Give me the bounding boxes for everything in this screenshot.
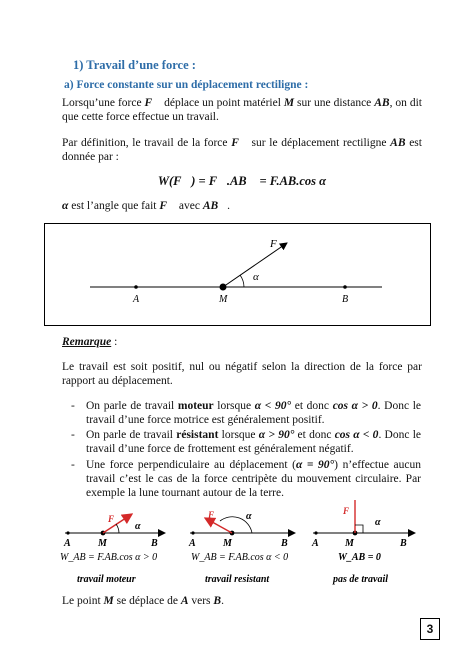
formula-pas-de-travail: W_AB = 0 xyxy=(338,552,381,563)
remarque-text: Le travail est soit positif, nul ou négatif selon la direction de la force par rapport au déplacement. xyxy=(62,361,422,387)
diagram-resistant xyxy=(188,510,295,585)
formula-resistant: W_AB = F.AB.cos α < 0 xyxy=(191,552,289,563)
label-b: B xyxy=(342,294,349,305)
bullet-resistant: - On parle de travail résistant lorsque α > 90° et donc cos α < 0. Donc le travail d’une force de frottement est généralement négatif. xyxy=(71,429,422,455)
formula-moteur: W_AB = F.AB.cos α > 0 xyxy=(60,552,158,563)
angle-arc xyxy=(240,275,244,287)
subsection-title: a) Force constante sur un déplacement rectiligne : xyxy=(64,79,309,91)
section-title: 1) Travail d’une force : xyxy=(73,58,196,72)
point-b xyxy=(343,285,347,289)
label-a: A xyxy=(312,538,319,549)
label-b: B xyxy=(151,538,158,549)
force-arrow xyxy=(205,518,232,533)
bullet-moteur: - On parle de travail moteur lorsque α < 90° et donc cos α > 0. Donc le travail d’une force motrice est généralement positif. xyxy=(71,400,422,426)
work-types-diagrams xyxy=(55,500,425,585)
label-force: F⃗ xyxy=(108,514,122,524)
label-alpha: α xyxy=(375,517,381,528)
label-b: B xyxy=(400,538,407,549)
label-a: A xyxy=(189,538,196,549)
label-m: M xyxy=(219,294,228,305)
caption-moteur: travail moteur xyxy=(77,574,136,585)
label-b: B xyxy=(281,538,288,549)
label-force: F⃗ xyxy=(270,238,286,250)
angle-arc xyxy=(116,524,119,533)
caption-pas-de-travail: pas de travail xyxy=(333,574,388,585)
bullet-perpendiculaire: - Une force perpendiculaire au déplacement (α = 90°) n’effectue aucun travail c’est le cas de la force centripète du mouvement circulaire. Par exemple la lune tournant autour de la terre. xyxy=(71,459,421,499)
point-a xyxy=(191,531,194,534)
force-figure xyxy=(44,223,431,326)
work-formula: W(F⃗) = F⃗.AB⃗ = F.AB.cos α xyxy=(157,174,327,188)
label-a: A xyxy=(64,538,71,549)
label-alpha: α xyxy=(135,521,141,532)
label-force: F⃗ xyxy=(208,510,222,520)
page-number: 3 xyxy=(420,618,440,640)
label-force: F⃗ xyxy=(343,506,357,516)
label-alpha: α xyxy=(253,271,259,283)
diagram-moteur xyxy=(60,514,165,585)
diagram-pas-de-travail xyxy=(311,500,415,585)
label-m: M xyxy=(345,538,354,549)
caption-resistant: travail resistant xyxy=(205,574,270,585)
intro-paragraph: Lorsqu’une force F⃗ déplace un point matériel M sur une distance AB, on dit que cette force effectue un travail. xyxy=(62,97,422,123)
label-m: M xyxy=(98,538,107,549)
label-a: A xyxy=(133,294,140,305)
conclusion-line: Le point M se déplace de A vers B. xyxy=(62,595,224,607)
label-alpha: α xyxy=(246,511,252,522)
alpha-note: α est l’angle que fait F⃗ avec AB⃗. xyxy=(62,200,231,212)
definition-paragraph: Par définition, le travail de la force F⃗ sur le déplacement rectiligne AB est donnée par : xyxy=(62,137,422,163)
force-figure-svg xyxy=(45,224,430,325)
point-a xyxy=(314,531,317,534)
point-a xyxy=(66,531,69,534)
point-a xyxy=(134,285,138,289)
remarque-heading: Remarque : xyxy=(62,336,118,348)
label-m: M xyxy=(223,538,232,549)
